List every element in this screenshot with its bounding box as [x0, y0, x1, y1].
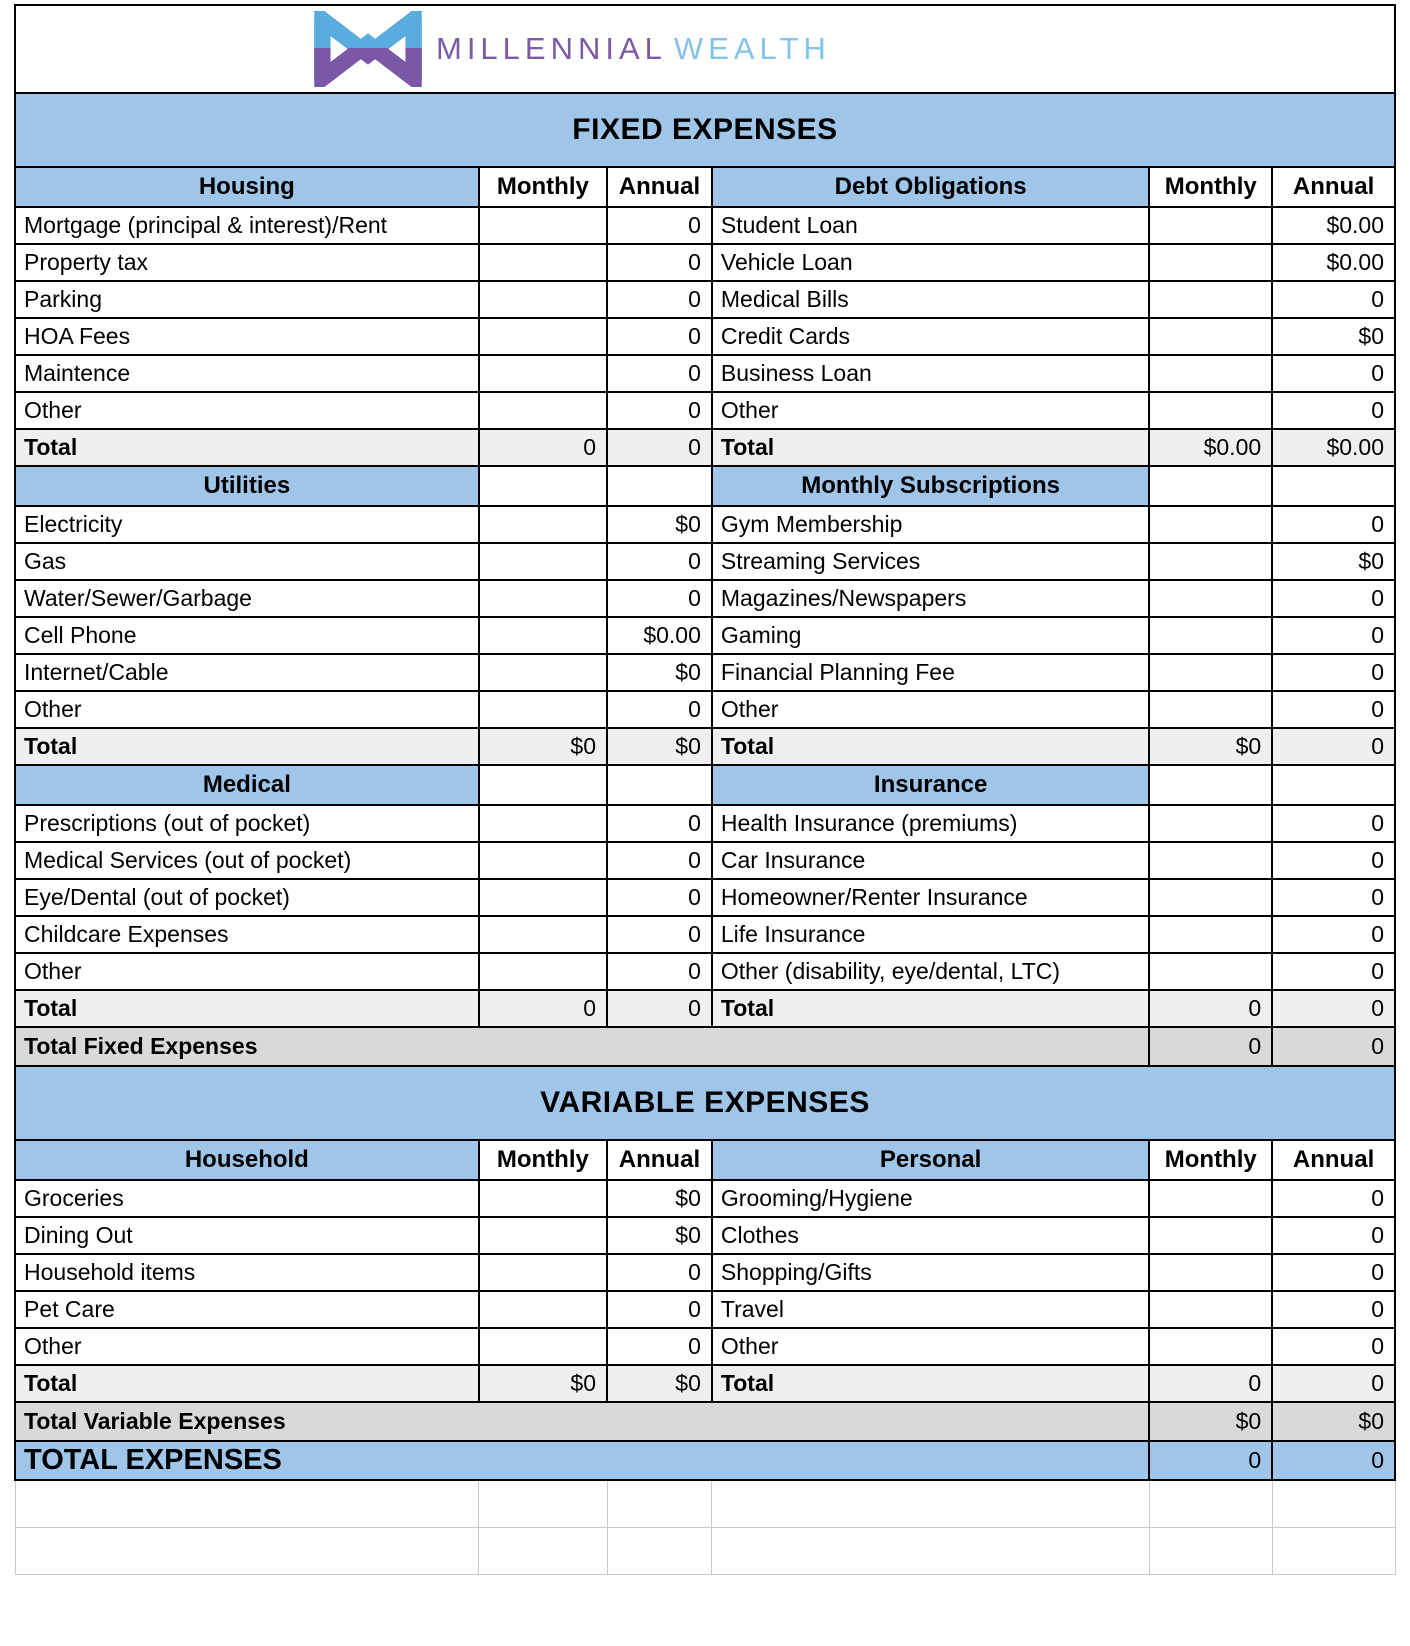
- empty-cell: [479, 1528, 607, 1575]
- expense-label-cell: Streaming Services: [712, 543, 1149, 580]
- annual-value-cell[interactable]: 0: [607, 543, 712, 580]
- monthly-value-cell[interactable]: 0: [1149, 1365, 1272, 1402]
- empty-cell: [607, 765, 712, 805]
- table-row: [15, 1291, 1395, 1328]
- monthly-value-cell[interactable]: [1149, 318, 1272, 355]
- expense-label-cell: Health Insurance (premiums): [712, 805, 1149, 842]
- expense-label-cell: Pet Care: [15, 1291, 479, 1328]
- annual-value-cell[interactable]: 0: [607, 805, 712, 842]
- monthly-value-cell[interactable]: 0: [1149, 1441, 1272, 1480]
- monthly-value-cell[interactable]: [479, 506, 607, 543]
- empty-cell: [479, 466, 607, 506]
- expense-label-cell: Credit Cards: [712, 318, 1149, 355]
- annual-value-cell[interactable]: 0: [1272, 392, 1395, 429]
- table-row: [15, 1254, 1395, 1291]
- empty-rows: [15, 1480, 1395, 1575]
- header-row-medical-insurance: [15, 765, 1395, 805]
- expense-label-cell: Vehicle Loan: [712, 244, 1149, 281]
- annual-value-cell[interactable]: 0: [1272, 281, 1395, 318]
- brand-word-millennial: MILLENNIAL: [436, 31, 667, 66]
- section-title-medical: Medical: [15, 765, 479, 805]
- annual-value-cell[interactable]: 0: [1272, 1254, 1395, 1291]
- total-fixed-expenses-row: [15, 1027, 1395, 1066]
- annual-value-cell[interactable]: 0: [1272, 916, 1395, 953]
- expense-label-cell: Other: [712, 691, 1149, 728]
- expense-label-cell: Prescriptions (out of pocket): [15, 805, 479, 842]
- column-header-annual: Annual: [1272, 167, 1395, 207]
- expense-label-cell: Total: [15, 429, 479, 466]
- expense-label-cell: Other: [712, 392, 1149, 429]
- column-header-annual: Annual: [607, 1140, 712, 1180]
- monthly-value-cell[interactable]: [1149, 580, 1272, 617]
- expense-label-cell: Other: [15, 953, 479, 990]
- section-title-monthly-subscriptions: Monthly Subscriptions: [712, 466, 1149, 506]
- monthly-value-cell[interactable]: $0: [1149, 728, 1272, 765]
- millennial-wealth-logo: [17, 11, 1393, 87]
- expense-label-cell: Other (disability, eye/dental, LTC): [712, 953, 1149, 990]
- monthly-value-cell[interactable]: [479, 1328, 607, 1365]
- monthly-value-cell[interactable]: [1149, 617, 1272, 654]
- expense-label-cell: Maintence: [15, 355, 479, 392]
- annual-value-cell[interactable]: $0.00: [1272, 244, 1395, 281]
- monthly-value-cell[interactable]: [479, 953, 607, 990]
- total-variable-expenses-label: Total Variable Expenses: [15, 1402, 1149, 1441]
- annual-value-cell[interactable]: 0: [1272, 617, 1395, 654]
- monthly-value-cell[interactable]: [479, 691, 607, 728]
- expense-label-cell: Travel: [712, 1291, 1149, 1328]
- annual-value-cell[interactable]: $0: [607, 1180, 712, 1217]
- monthly-value-cell[interactable]: [479, 1180, 607, 1217]
- expense-label-cell: Parking: [15, 281, 479, 318]
- expense-label-cell: Gym Membership: [712, 506, 1149, 543]
- annual-value-cell[interactable]: 0: [1272, 1217, 1395, 1254]
- expense-label-cell: Car Insurance: [712, 842, 1149, 879]
- budget-spreadsheet: [14, 4, 1396, 1575]
- expense-label-cell: Total: [712, 1365, 1149, 1402]
- brand-word-wealth: WEALTH: [673, 31, 831, 66]
- table-row: [15, 1217, 1395, 1254]
- expense-label-cell: Medical Bills: [712, 281, 1149, 318]
- monthly-value-cell[interactable]: [1149, 207, 1272, 244]
- header-row-housing-debt: [15, 167, 1395, 207]
- monthly-value-cell[interactable]: 0: [1149, 1027, 1272, 1066]
- monthly-value-cell[interactable]: $0: [1149, 1402, 1272, 1441]
- band-utilities-subscriptions: [15, 506, 1395, 765]
- monthly-value-cell[interactable]: [479, 318, 607, 355]
- annual-value-cell[interactable]: 0: [1272, 728, 1395, 765]
- annual-value-cell[interactable]: $0: [607, 1217, 712, 1254]
- table-row: [15, 916, 1395, 953]
- table-row: [15, 506, 1395, 543]
- annual-value-cell[interactable]: $0: [1272, 543, 1395, 580]
- annual-value-cell[interactable]: $0: [607, 1365, 712, 1402]
- budget-sheet: [14, 4, 1396, 1575]
- monthly-value-cell[interactable]: [1149, 916, 1272, 953]
- section-title-utilities: Utilities: [15, 466, 479, 506]
- empty-cell: [712, 1528, 1149, 1575]
- annual-value-cell[interactable]: 0: [607, 207, 712, 244]
- table-row: [15, 543, 1395, 580]
- expense-label-cell: Business Loan: [712, 355, 1149, 392]
- expense-label-cell: Total: [712, 728, 1149, 765]
- expense-label-cell: Gaming: [712, 617, 1149, 654]
- annual-value-cell[interactable]: $0: [607, 506, 712, 543]
- empty-cell: [1272, 466, 1395, 506]
- monthly-value-cell[interactable]: [1149, 1217, 1272, 1254]
- monthly-value-cell[interactable]: [1149, 392, 1272, 429]
- table-row: [15, 392, 1395, 429]
- expense-label-cell: Medical Services (out of pocket): [15, 842, 479, 879]
- column-header-monthly: Monthly: [1149, 1140, 1272, 1180]
- monthly-value-cell[interactable]: $0: [479, 728, 607, 765]
- section-title-household: Household: [15, 1140, 479, 1180]
- expense-label-cell: Shopping/Gifts: [712, 1254, 1149, 1291]
- header-row-household-personal: [15, 1140, 1395, 1180]
- monthly-value-cell[interactable]: [479, 543, 607, 580]
- table-row: [15, 318, 1395, 355]
- table-row: [15, 580, 1395, 617]
- annual-value-cell[interactable]: 0: [1272, 1441, 1395, 1480]
- annual-value-cell[interactable]: 0: [1272, 506, 1395, 543]
- annual-value-cell[interactable]: 0: [1272, 654, 1395, 691]
- annual-value-cell[interactable]: 0: [607, 990, 712, 1027]
- expense-label-cell: Groceries: [15, 1180, 479, 1217]
- annual-value-cell[interactable]: $0: [1272, 318, 1395, 355]
- expense-label-cell: Clothes: [712, 1217, 1149, 1254]
- empty-row: [15, 1480, 1395, 1528]
- expense-label-cell: Water/Sewer/Garbage: [15, 580, 479, 617]
- band-household-personal: [15, 1180, 1395, 1402]
- mw-monogram-icon: [312, 11, 424, 87]
- table-row: [15, 355, 1395, 392]
- annual-value-cell[interactable]: 0: [1272, 879, 1395, 916]
- expense-label-cell: Dining Out: [15, 1217, 479, 1254]
- monthly-value-cell[interactable]: [1149, 244, 1272, 281]
- annual-value-cell[interactable]: 0: [607, 355, 712, 392]
- annual-value-cell[interactable]: 0: [1272, 842, 1395, 879]
- monthly-value-cell[interactable]: [479, 281, 607, 318]
- column-header-monthly: Monthly: [479, 1140, 607, 1180]
- variable-expenses-title: VARIABLE EXPENSES: [15, 1066, 1395, 1140]
- annual-value-cell[interactable]: 0: [607, 879, 712, 916]
- table-row: [15, 691, 1395, 728]
- empty-cell: [479, 765, 607, 805]
- table-row: [15, 990, 1395, 1027]
- annual-value-cell[interactable]: $0.00: [1272, 207, 1395, 244]
- monthly-value-cell[interactable]: [479, 617, 607, 654]
- expense-label-cell: Gas: [15, 543, 479, 580]
- empty-cell: [1272, 1528, 1395, 1575]
- section-title-insurance: Insurance: [712, 765, 1149, 805]
- column-header-annual: Annual: [607, 167, 712, 207]
- expense-label-cell: Other: [712, 1328, 1149, 1365]
- annual-value-cell[interactable]: 0: [607, 580, 712, 617]
- monthly-value-cell[interactable]: [479, 1254, 607, 1291]
- monthly-value-cell[interactable]: [1149, 1328, 1272, 1365]
- annual-value-cell[interactable]: 0: [1272, 1180, 1395, 1217]
- annual-value-cell[interactable]: 0: [1272, 355, 1395, 392]
- annual-value-cell[interactable]: 0: [607, 244, 712, 281]
- table-row: [15, 728, 1395, 765]
- monthly-value-cell[interactable]: [479, 1217, 607, 1254]
- table-row: [15, 617, 1395, 654]
- monthly-value-cell[interactable]: 0: [479, 990, 607, 1027]
- variable-expenses-banner: [15, 1066, 1395, 1140]
- empty-cell: [1149, 765, 1272, 805]
- expense-label-cell: Other: [15, 1328, 479, 1365]
- expense-label-cell: Total: [15, 728, 479, 765]
- monthly-value-cell[interactable]: [479, 580, 607, 617]
- column-header-monthly: Monthly: [1149, 167, 1272, 207]
- band-medical-insurance: [15, 805, 1395, 1027]
- monthly-value-cell[interactable]: $0.00: [1149, 429, 1272, 466]
- table-row: [15, 281, 1395, 318]
- empty-cell: [1149, 1480, 1272, 1528]
- annual-value-cell[interactable]: 0: [607, 1291, 712, 1328]
- annual-value-cell[interactable]: 0: [1272, 580, 1395, 617]
- annual-value-cell[interactable]: 0: [607, 318, 712, 355]
- expense-label-cell: Childcare Expenses: [15, 916, 479, 953]
- annual-value-cell[interactable]: $0: [607, 728, 712, 765]
- annual-value-cell[interactable]: 0: [607, 1328, 712, 1365]
- empty-cell: [15, 1480, 479, 1528]
- annual-value-cell[interactable]: 0: [607, 842, 712, 879]
- table-row: [15, 429, 1395, 466]
- table-row: [15, 1328, 1395, 1365]
- monthly-value-cell[interactable]: [479, 244, 607, 281]
- table-row: [15, 654, 1395, 691]
- monthly-value-cell[interactable]: [479, 916, 607, 953]
- empty-cell: [607, 466, 712, 506]
- annual-value-cell[interactable]: 0: [607, 429, 712, 466]
- monthly-value-cell[interactable]: [1149, 1291, 1272, 1328]
- section-title-personal: Personal: [712, 1140, 1149, 1180]
- header-row-utilities-subscriptions: [15, 466, 1395, 506]
- expense-label-cell: Student Loan: [712, 207, 1149, 244]
- monthly-value-cell[interactable]: [1149, 953, 1272, 990]
- annual-value-cell[interactable]: 0: [1272, 1365, 1395, 1402]
- expense-label-cell: HOA Fees: [15, 318, 479, 355]
- monthly-value-cell[interactable]: [1149, 281, 1272, 318]
- section-title-debt-obligations: Debt Obligations: [712, 167, 1149, 207]
- monthly-value-cell[interactable]: [479, 842, 607, 879]
- total-fixed-expenses-label: Total Fixed Expenses: [15, 1027, 1149, 1066]
- table-row: [15, 207, 1395, 244]
- monthly-value-cell[interactable]: [1149, 1180, 1272, 1217]
- annual-value-cell[interactable]: $0.00: [607, 617, 712, 654]
- column-header-annual: Annual: [1272, 1140, 1395, 1180]
- total-expenses-row: [15, 1441, 1395, 1480]
- expense-label-cell: Total: [712, 429, 1149, 466]
- monthly-value-cell[interactable]: [479, 207, 607, 244]
- empty-cell: [712, 1480, 1149, 1528]
- expense-label-cell: Eye/Dental (out of pocket): [15, 879, 479, 916]
- table-row: [15, 842, 1395, 879]
- expense-label-cell: Electricity: [15, 506, 479, 543]
- empty-cell: [607, 1528, 712, 1575]
- empty-cell: [1272, 765, 1395, 805]
- expense-label-cell: Household items: [15, 1254, 479, 1291]
- empty-cell: [607, 1480, 712, 1528]
- annual-value-cell[interactable]: 0: [1272, 1291, 1395, 1328]
- expense-label-cell: Magazines/Newspapers: [712, 580, 1149, 617]
- table-row: [15, 1365, 1395, 1402]
- expense-label-cell: Cell Phone: [15, 617, 479, 654]
- expense-label-cell: Total: [712, 990, 1149, 1027]
- monthly-value-cell[interactable]: [479, 879, 607, 916]
- annual-value-cell[interactable]: 0: [607, 392, 712, 429]
- annual-value-cell[interactable]: 0: [1272, 990, 1395, 1027]
- empty-cell: [15, 1528, 479, 1575]
- table-row: [15, 244, 1395, 281]
- annual-value-cell[interactable]: $0: [1272, 1402, 1395, 1441]
- monthly-value-cell[interactable]: [1149, 654, 1272, 691]
- monthly-value-cell[interactable]: [1149, 879, 1272, 916]
- empty-cell: [479, 1480, 607, 1528]
- monthly-value-cell[interactable]: [1149, 691, 1272, 728]
- monthly-value-cell[interactable]: [479, 805, 607, 842]
- expense-label-cell: Total: [15, 990, 479, 1027]
- monthly-value-cell[interactable]: [1149, 842, 1272, 879]
- table-row: [15, 879, 1395, 916]
- monthly-value-cell[interactable]: 0: [1149, 990, 1272, 1027]
- monthly-value-cell[interactable]: [479, 355, 607, 392]
- annual-value-cell[interactable]: 0: [1272, 953, 1395, 990]
- monthly-value-cell[interactable]: [1149, 506, 1272, 543]
- annual-value-cell[interactable]: 0: [1272, 691, 1395, 728]
- table-row: [15, 805, 1395, 842]
- monthly-value-cell[interactable]: [479, 1291, 607, 1328]
- expense-label-cell: Other: [15, 691, 479, 728]
- annual-value-cell[interactable]: 0: [607, 281, 712, 318]
- fixed-expenses-title: FIXED EXPENSES: [15, 93, 1395, 167]
- expense-label-cell: Grooming/Hygiene: [712, 1180, 1149, 1217]
- logo-band: [15, 5, 1395, 93]
- fixed-expenses-banner: [15, 93, 1395, 167]
- expense-label-cell: Total: [15, 1365, 479, 1402]
- expense-label-cell: Internet/Cable: [15, 654, 479, 691]
- monthly-value-cell[interactable]: 0: [479, 429, 607, 466]
- expense-label-cell: Homeowner/Renter Insurance: [712, 879, 1149, 916]
- expense-label-cell: Financial Planning Fee: [712, 654, 1149, 691]
- brand-wordmark: [436, 31, 831, 67]
- expense-label-cell: Life Insurance: [712, 916, 1149, 953]
- empty-cell: [1149, 466, 1272, 506]
- monthly-value-cell[interactable]: [1149, 1254, 1272, 1291]
- annual-value-cell[interactable]: 0: [607, 953, 712, 990]
- annual-value-cell[interactable]: 0: [607, 916, 712, 953]
- total-variable-expenses-row: [15, 1402, 1395, 1441]
- annual-value-cell[interactable]: 0: [1272, 805, 1395, 842]
- annual-value-cell[interactable]: $0: [607, 654, 712, 691]
- section-title-housing: Housing: [15, 167, 479, 207]
- band-housing-debt: [15, 207, 1395, 466]
- annual-value-cell[interactable]: 0: [607, 1254, 712, 1291]
- table-row: [15, 1180, 1395, 1217]
- expense-label-cell: Mortgage (principal & interest)/Rent: [15, 207, 479, 244]
- empty-cell: [1272, 1480, 1395, 1528]
- annual-value-cell[interactable]: 0: [1272, 1027, 1395, 1066]
- total-expenses-label: TOTAL EXPENSES: [15, 1441, 1149, 1480]
- expense-label-cell: Property tax: [15, 244, 479, 281]
- expense-label-cell: Other: [15, 392, 479, 429]
- monthly-value-cell[interactable]: [1149, 355, 1272, 392]
- monthly-value-cell[interactable]: [479, 392, 607, 429]
- empty-cell: [1149, 1528, 1272, 1575]
- empty-row: [15, 1528, 1395, 1575]
- table-row: [15, 953, 1395, 990]
- monthly-value-cell[interactable]: $0: [479, 1365, 607, 1402]
- annual-value-cell[interactable]: 0: [1272, 1328, 1395, 1365]
- monthly-value-cell[interactable]: [1149, 543, 1272, 580]
- monthly-value-cell[interactable]: [1149, 805, 1272, 842]
- annual-value-cell[interactable]: $0.00: [1272, 429, 1395, 466]
- column-header-monthly: Monthly: [479, 167, 607, 207]
- monthly-value-cell[interactable]: [479, 654, 607, 691]
- annual-value-cell[interactable]: 0: [607, 691, 712, 728]
